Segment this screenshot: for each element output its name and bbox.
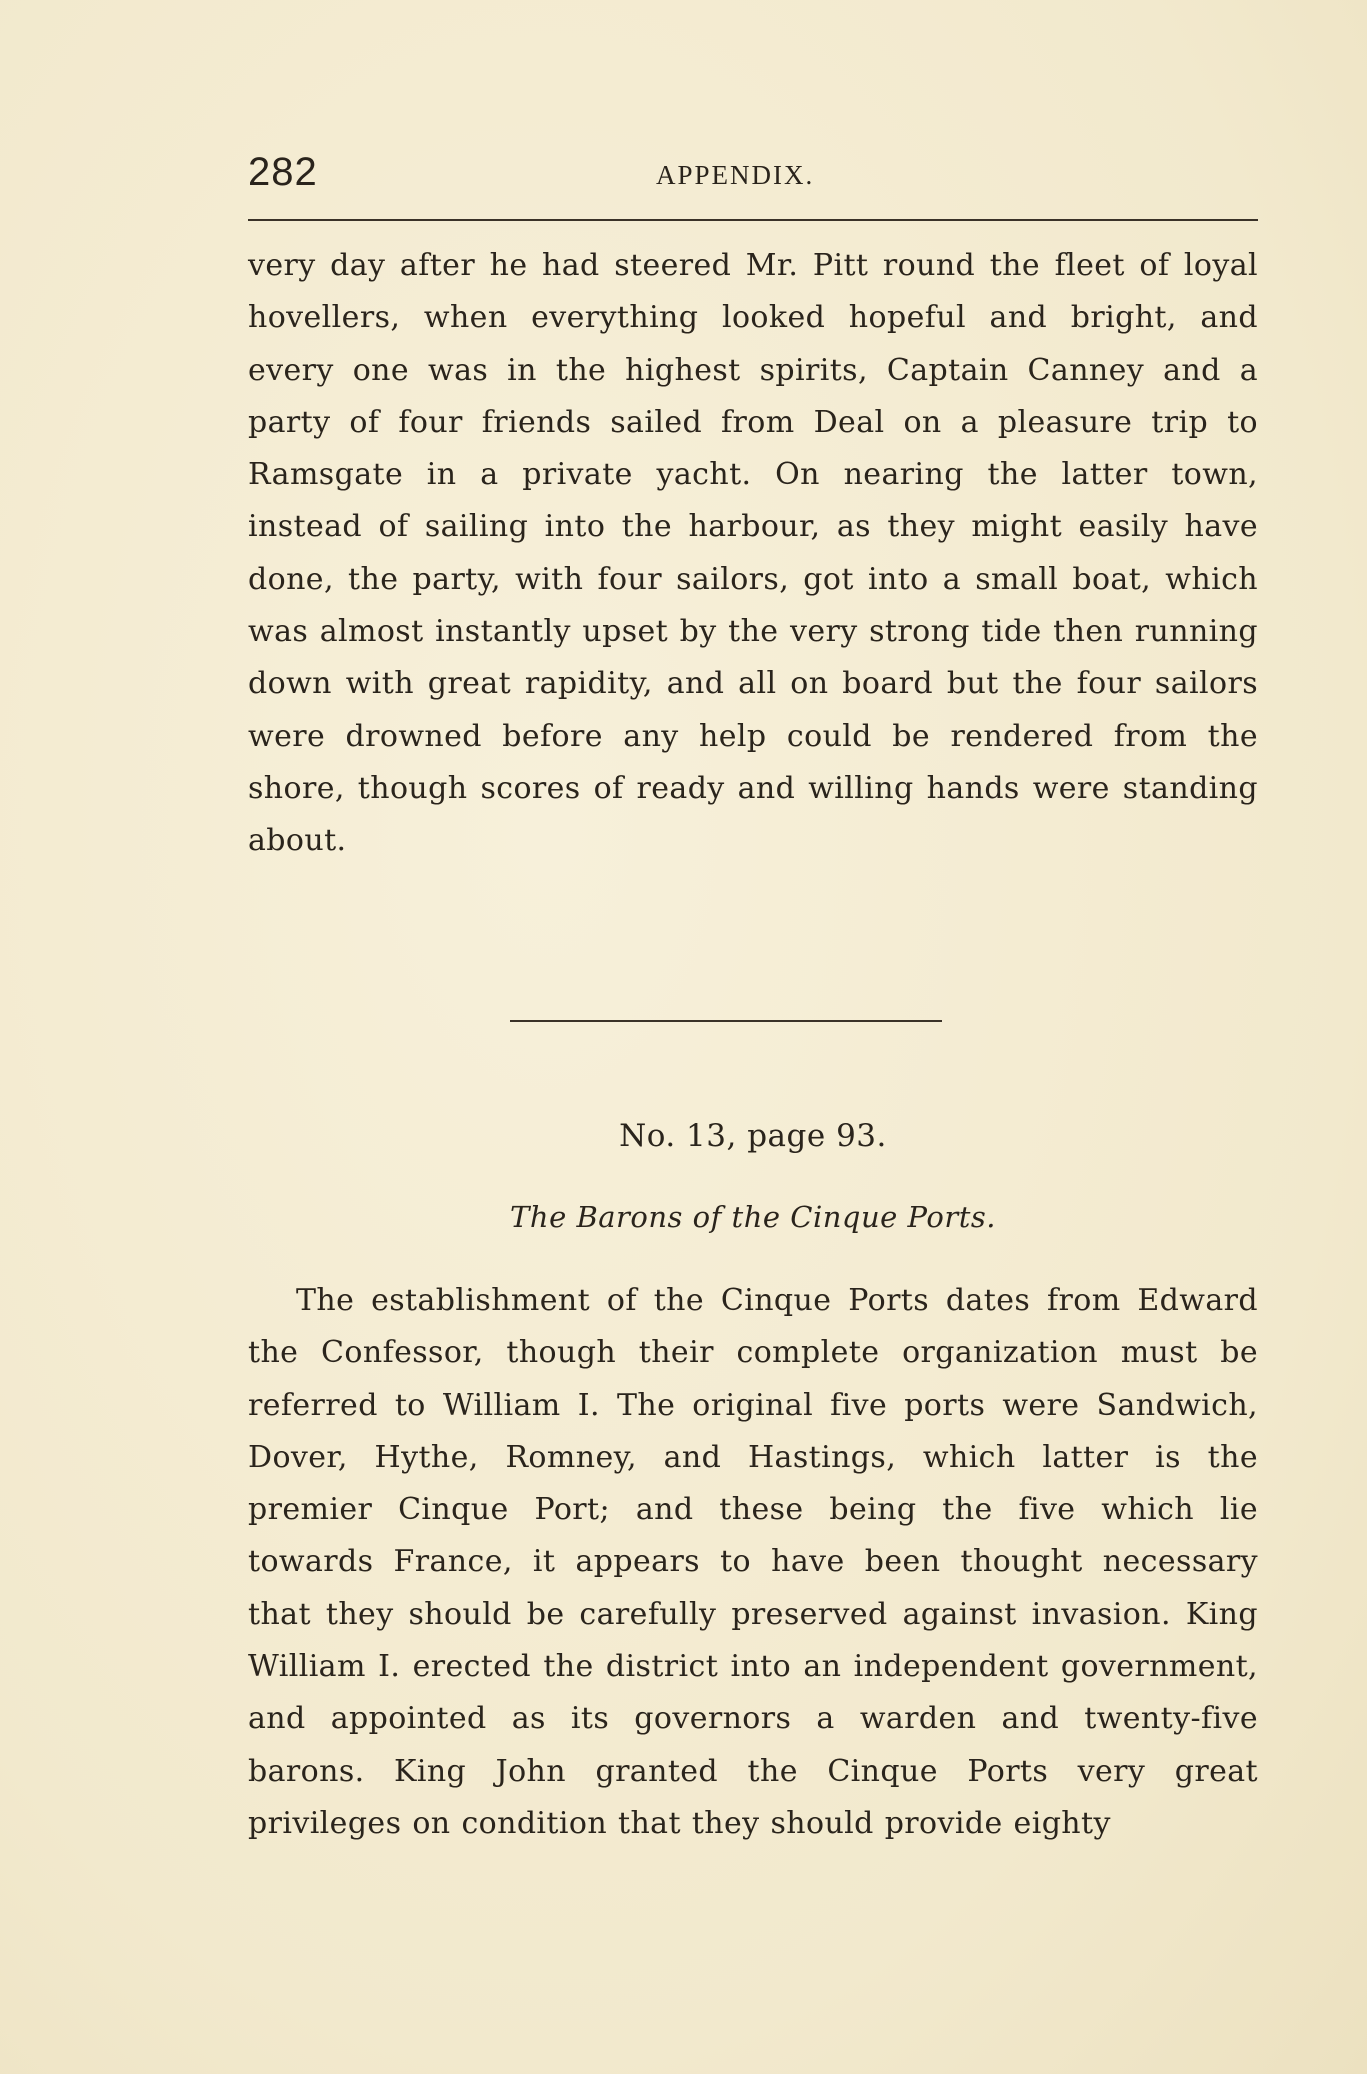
section-divider xyxy=(510,1020,942,1022)
section-heading: No. 13, page 93. xyxy=(619,1118,887,1154)
body-paragraph-1: very day after he had steered Mr. Pitt round the fleet of loyal hovellers, when everything looked hopeful and bright, and every one was in the highest spirits, Captain Canney and a party of four friends sailed from Deal on a pleasure trip to Ramsgate in a private yacht. On nearing the latter town, instead of sailing into the harbour, as they might easily have done, the party, with four sailors, got into a small boat, which was almost instantly upset by the very strong tide then running down with great rapidity, and all on board but the four sailors were drowned before any help could be rendered from the shore, though scores of ready and willing hands were standing about. xyxy=(248,248,1258,859)
header-rule xyxy=(248,219,1258,221)
page-header xyxy=(248,150,1258,200)
page-number: 282 xyxy=(248,150,318,194)
section-subtitle: The Barons of the Cinque Ports. xyxy=(510,1200,996,1234)
running-head: APPENDIX. xyxy=(656,160,815,190)
body-paragraph-2: The establishment of the Cinque Ports dates from Edward the Confessor, though their complete organization must be referred to William I. The original five ports were Sandwich, Dover, Hythe, Romney, and Hastings, which latter is the premier Cinque Port; and these being the five which lie towards France, it appears to have been thought necessary that they should be carefully preserved against invasion. King William I. erected the district into an independent government, and appointed as its governors a warden and twenty-five barons. King John granted the Cinque Ports very great privileges on condition that they should provide eighty xyxy=(248,1283,1258,1841)
